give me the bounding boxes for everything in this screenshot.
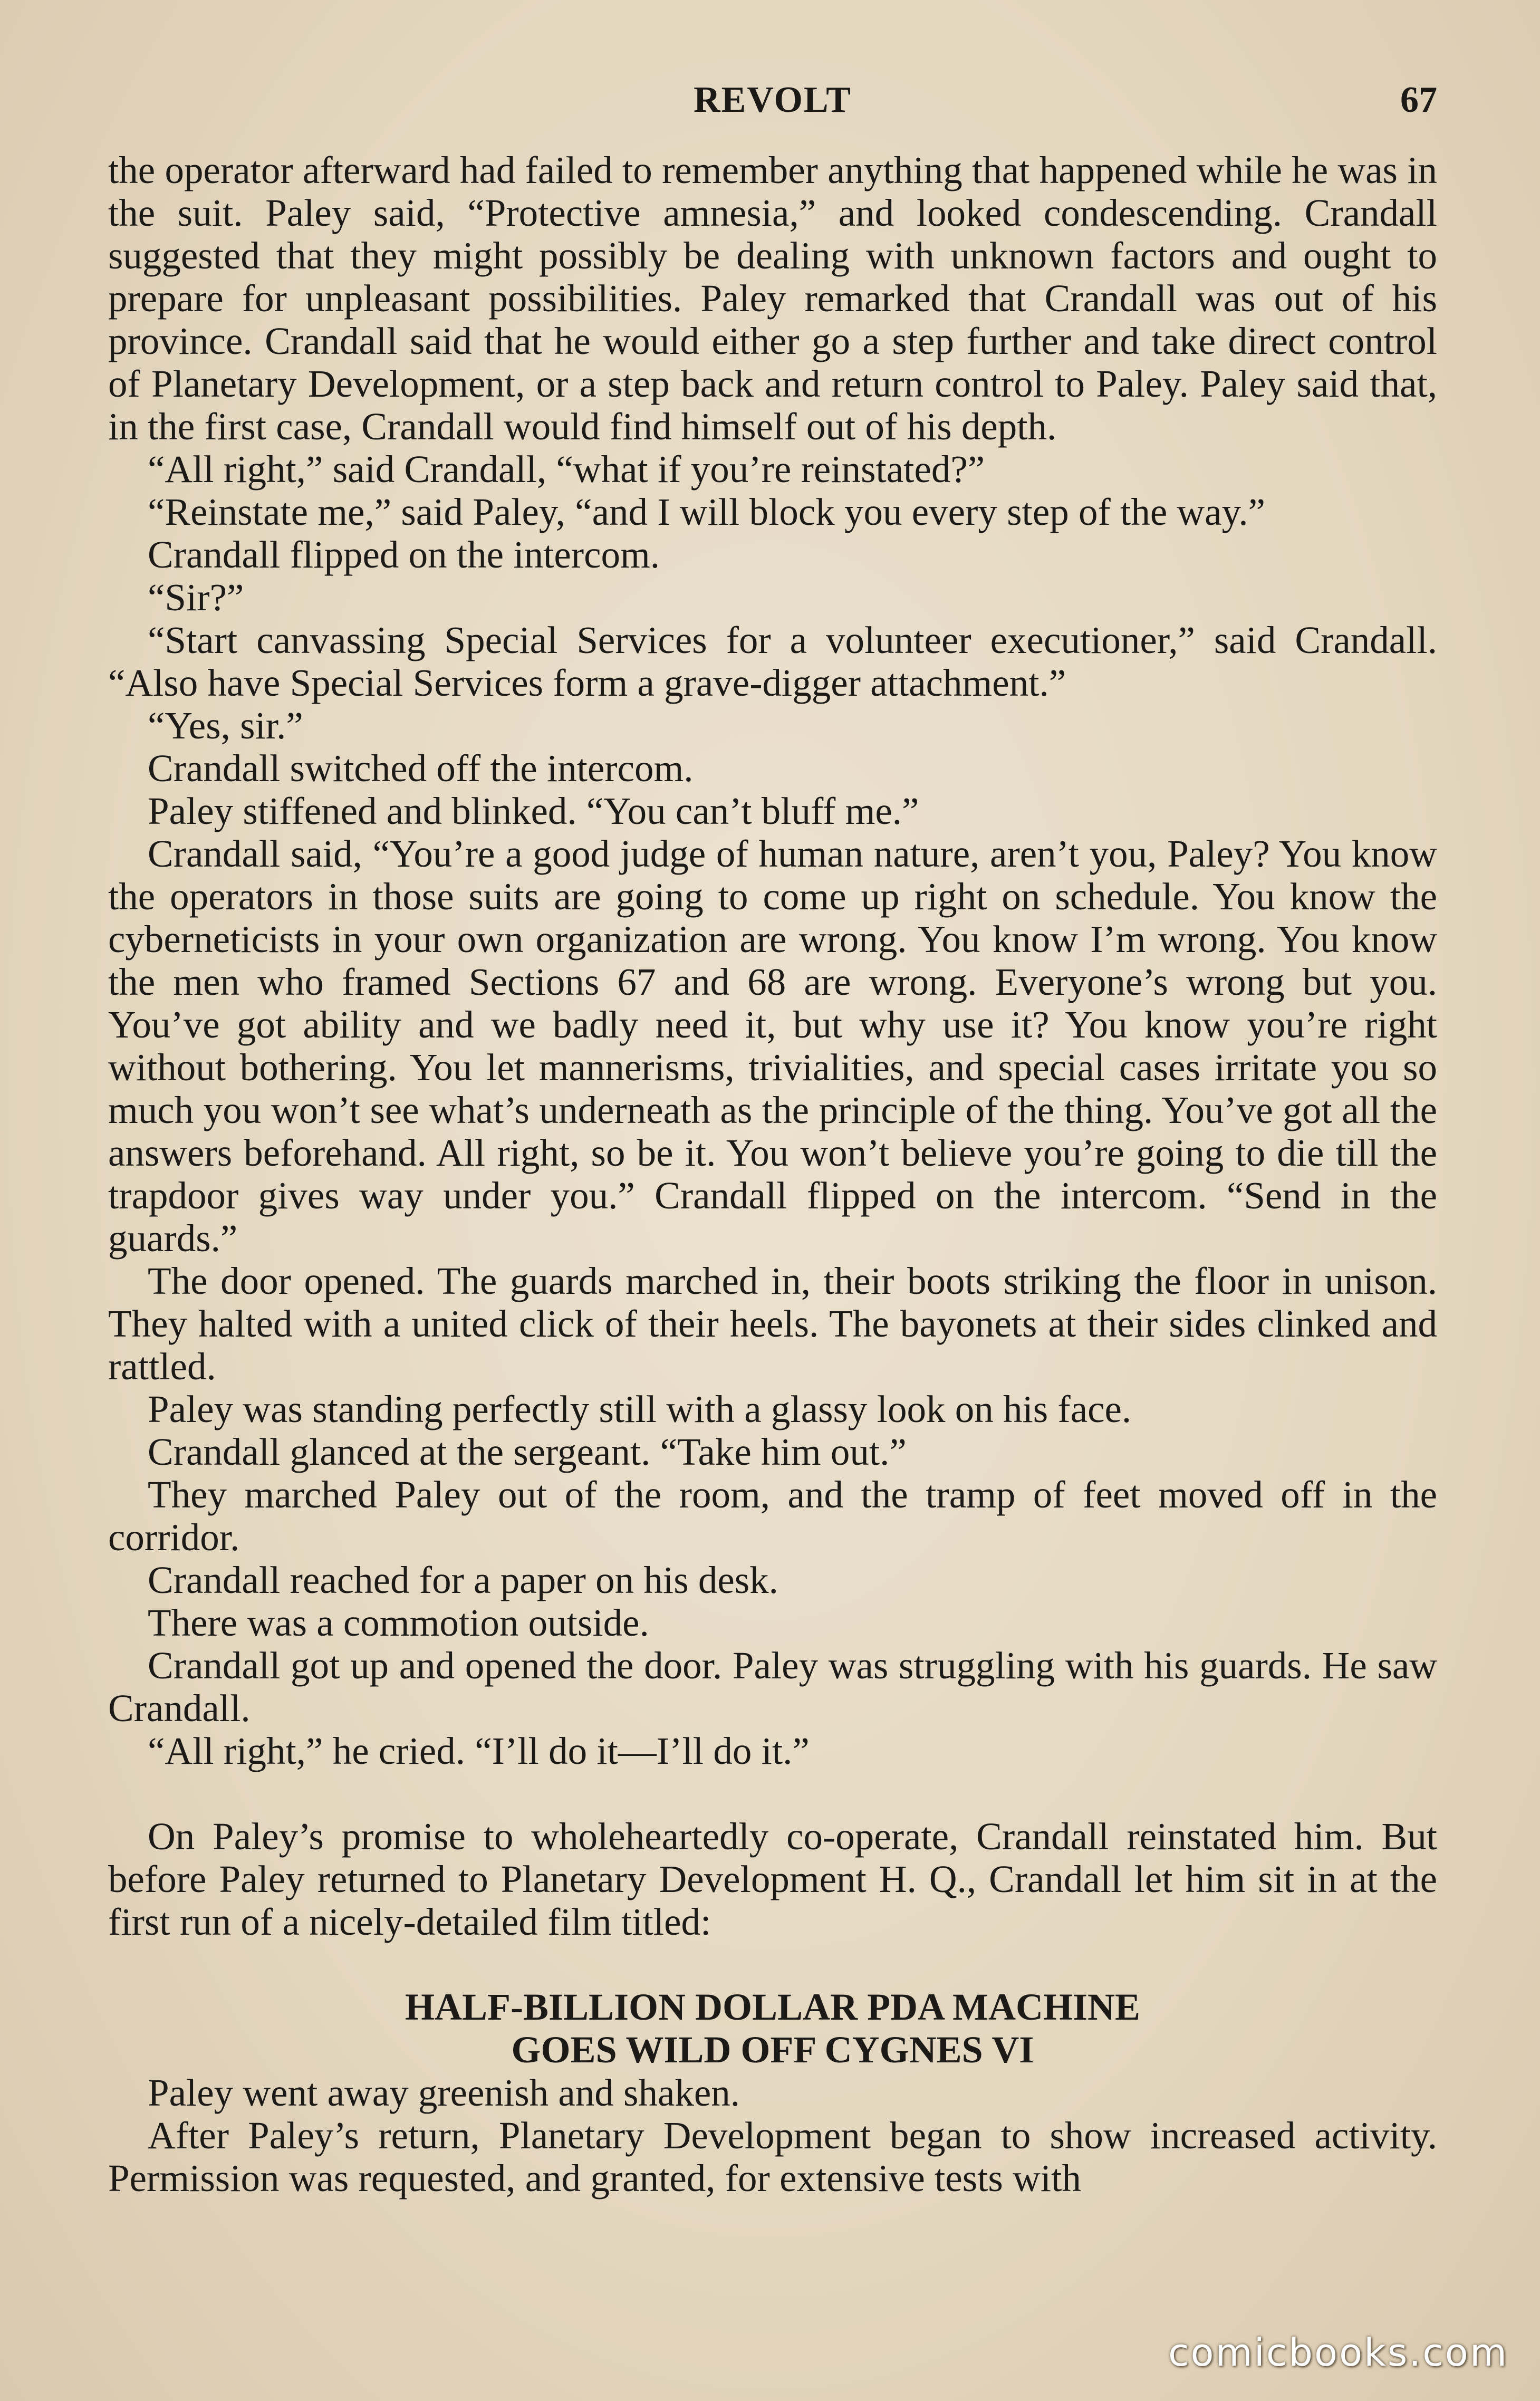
paragraph: “Reinstate me,” said Paley, “and I will block you every step of the way.” [148, 491, 1265, 533]
paragraph: The door opened. The guards marched in, their boots striking the floor in unison. They halted with a united click of their heels. The bayonets at their sides clinked and rattled. [108, 1260, 1437, 1388]
paragraph: the operator afterward had failed to remember anything that happened while he was in the suit. Paley said, “Protective amnesia,” and looked condescending. Crandall suggested that they might possibly be dealing with unknown factors and ought to prepare for unpleasant possibilities. Paley remarked that Crandall was out of his province. Crandall said that he would either go a step further and take direct control of Planetary Development, or a step back and return control to Paley. Paley said that, in the first case, Crandall would find himself out of his depth. [108, 149, 1437, 448]
paragraph: “Yes, sir.” [148, 704, 303, 747]
paragraph: Crandall switched off the intercom. [148, 747, 694, 790]
paragraph: Crandall flipped on the intercom. [148, 533, 660, 576]
paragraph: Paley was standing perfectly still with a glassy look on his face. [148, 1388, 1132, 1430]
film-title-line: GOES WILD OFF CYGNES VI [511, 2029, 1034, 2071]
watermark: comicbooks.com [1168, 2330, 1508, 2375]
paragraph: After Paley’s return, Planetary Development began to show increased activity. Permission was requested, and granted, for extensive tests with [108, 2114, 1437, 2200]
paragraph: “Start canvassing Special Services for a volunteer executioner,” said Crandall. “Also have Special Services form a grave-digger attachment.” [108, 619, 1437, 704]
paragraph: They marched Paley out of the room, and the tramp of feet moved off in the corridor. [108, 1473, 1437, 1559]
paragraph: There was a commotion outside. [148, 1601, 649, 1644]
paragraph: Crandall got up and opened the door. Paley was struggling with his guards. He saw Crandall. [108, 1644, 1437, 1730]
film-title-line: HALF-BILLION DOLLAR PDA MACHINE [405, 1986, 1141, 2028]
paragraph: “Sir?” [148, 576, 244, 619]
film-title [108, 1986, 1437, 2071]
paragraph: Crandall glanced at the sergeant. “Take him out.” [148, 1430, 907, 1473]
paragraph: Paley went away greenish and shaken. [148, 2071, 740, 2114]
paragraph: Crandall reached for a paper on his desk. [148, 1559, 778, 1601]
paragraph: Crandall said, “You’re a good judge of human nature, aren’t you, Paley? You know the operators in those suits are going to come up right on schedule. You know the cyberneticists in your own organization are wrong. You know I’m wrong. You know the men who framed Sections 67 and 68 are wrong. Everyone’s wrong but you. You’ve got ability and we badly need it, but why use it? You know you’re right without bothering. You let mannerisms, trivialities, and special cases irritate you so much you won’t see what’s underneath as the principle of the thing. You’ve got all the answers beforehand. All right, so be it. You won’t believe you’re going to die till the trapdoor gives way under you.” Crandall flipped on the intercom. “Send in the guards.” [108, 832, 1437, 1260]
paragraph: “All right,” said Crandall, “what if you’re reinstated?” [148, 448, 985, 491]
section-break-paragraph: On Paley’s promise to wholeheartedly co-operate, Crandall reinstated him. But before Paley returned to Planetary Development H. Q., Crandall let him sit in at the first run of a nicely-detailed film titled: [108, 1815, 1437, 1943]
paragraph: “All right,” he cried. “I’ll do it—I’ll do it.” [148, 1730, 810, 1772]
running-head: REVOLT [694, 80, 852, 120]
page-number: 67 [1400, 80, 1437, 120]
page-header [108, 79, 1437, 127]
body-text [108, 149, 1437, 2200]
paragraph: Paley stiffened and blinked. “You can’t bluff me.” [148, 790, 919, 832]
